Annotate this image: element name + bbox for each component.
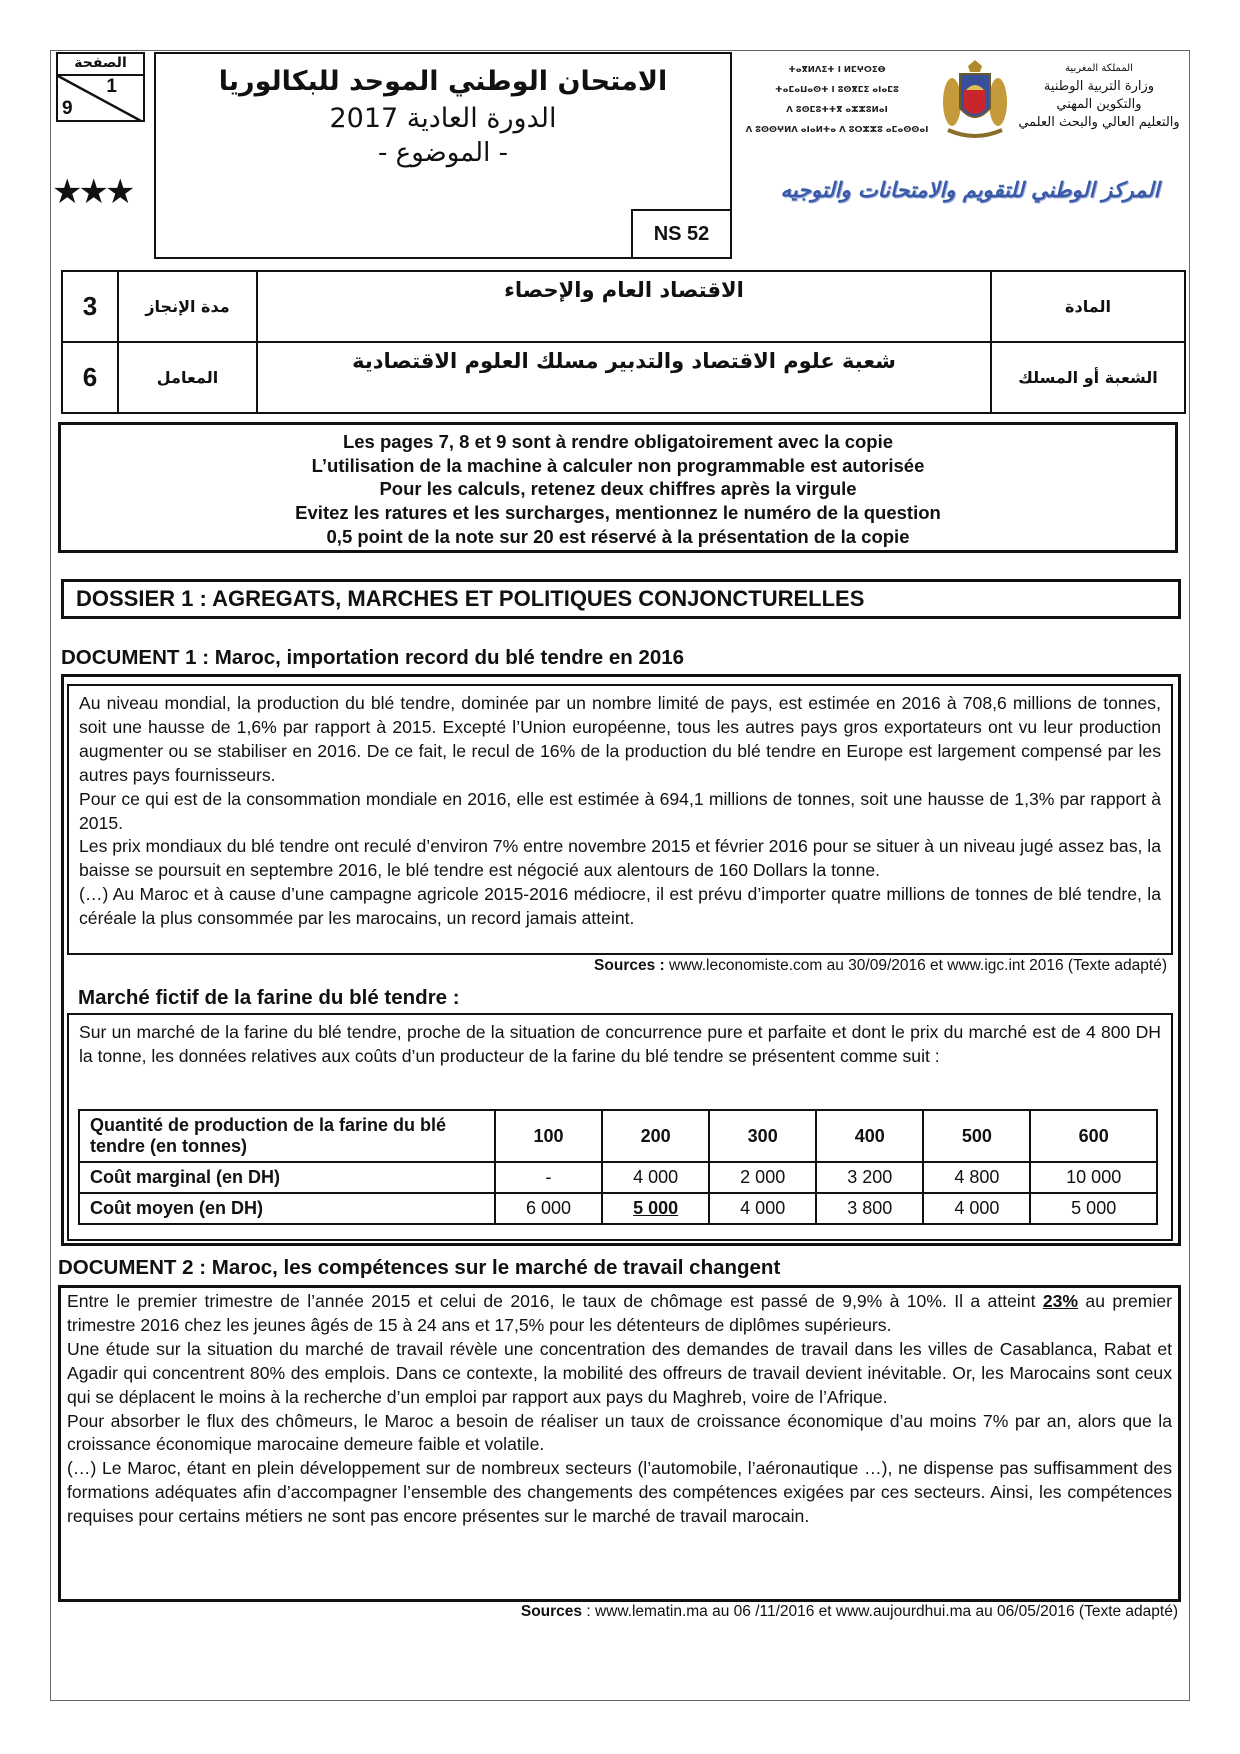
ministry-line: والتعليم العالي والبحث العلمي	[1018, 115, 1180, 130]
document1-title: DOCUMENT 1 : Maroc, importation record du blé tendre en 2016	[61, 646, 685, 669]
document2-title: DOCUMENT 2 : Maroc, les compétences sur le marché de travail changent	[58, 1256, 781, 1279]
tifinagh-line: ⵜⴰⵎⴰⵡⴰⵙⵜ ⵏ ⵓⵙⴳⵎⵉ ⴰⵏⴰⵎⵓ	[775, 85, 899, 95]
average-cost-cell: 4 000	[709, 1193, 816, 1224]
table-row	[79, 1193, 1157, 1224]
marginal-cost-cell: 3 200	[816, 1162, 923, 1193]
paragraph: Une étude sur la situation du marché de travail révèle une concentration des demandes de travail dans les villes de Casablanca, Rabat et Agadir qui concentrent 80% des emplois. Dans ce contexte, la mobilité des offreurs de travail devient inévitable. Or, les Marocains sont ceux qui se déplacent le moins à la recherche d’un emploi par rapport aux pays du Maghreb, voire de l’Afrique.	[67, 1338, 1172, 1407]
instruction-line: Evitez les ratures et les surcharges, mentionnez le numéro de la question	[295, 502, 941, 524]
paragraph: Les prix mondiaux du blé tendre ont reculé d’environ 7% entre novembre 2015 et février 2016 pour se situer à un niveau jugé assez bas, la baisse se poursuit en septembre 2016, le blé tendre est négocié aux alentours de 160 Dollars la tonne.	[79, 836, 1161, 881]
average-cost-cell: 6 000	[495, 1193, 602, 1224]
quantity-header: Quantité de production de la farine du blé tendre (en tonnes)	[79, 1110, 495, 1162]
subject-label: المادة	[991, 271, 1185, 342]
tifinagh-line: ⴷ ⵓⵙⵙⵖⵍⴷ ⴰⵏⴰⵍⵜⴰ ⴷ ⵓⵔⵣⵣⵓ ⴰⵎⴰⵙⵙⴰⵏ	[745, 125, 929, 135]
paragraph: (…) Le Maroc, étant en plein développement sur de nombreux secteurs (l’automobile, l’aéronautique …), ne dispense pas suffisamment des formations adéquates afin d’accompagner l’ensemble des changements des compétences exigées par ces secteurs. Ainsi, les compétences requises pour certains métiers ne sont pas encore présentes sur le marché de travail marocain.	[67, 1458, 1172, 1527]
page-number-box	[56, 52, 145, 122]
sources-text: : www.lematin.ma au 06 /11/2016 et www.aujourdhui.ma au 06/05/2016 (Texte adapté)	[582, 1603, 1178, 1620]
table-row	[62, 342, 1185, 413]
table-row	[62, 271, 1185, 342]
exam-code: NS 52	[631, 209, 732, 259]
cost-table	[78, 1109, 1158, 1225]
ministry-name	[1010, 60, 1188, 132]
instructions-box	[58, 422, 1178, 553]
text-span: au premier trimestre 2016 chez les jeunes âgés de 15 à 24 ans et 17,5% pour les détenteurs de diplômes supérieurs.	[67, 1291, 1172, 1335]
tifinagh-line: ⴷ ⵓⵙⵎⵓⵜⵜⴳ ⴰⵣⵣⵓⵍⴰⵏ	[786, 105, 888, 115]
track-label: الشعبة أو المسلك	[991, 342, 1185, 413]
quantity-cell: 400	[816, 1110, 923, 1162]
marginal-cost-label: Coût marginal (en DH)	[79, 1162, 495, 1193]
paragraph: (…) Au Maroc et à cause d’une campagne agricole 2015-2016 médiocre, il est prévu d’importer quatre millions de tonnes de blé tendre, la céréale la plus consommée par les marocains, un record jamais atteint.	[79, 884, 1161, 929]
quantity-cell: 600	[1030, 1110, 1157, 1162]
marginal-cost-cell: 2 000	[709, 1162, 816, 1193]
quantity-cell: 500	[923, 1110, 1030, 1162]
coefficient-value: 6	[62, 342, 118, 413]
document2-sources	[58, 1603, 1178, 1621]
average-cost-cell: 5 000	[602, 1193, 709, 1224]
document1-sources	[67, 957, 1167, 975]
coefficient-label: المعامل	[118, 342, 257, 413]
instruction-line: Pour les calculs, retenez deux chiffres après la virgule	[379, 478, 857, 500]
ministry-line: والتكوين المهني	[1056, 97, 1142, 112]
exam-session: الدورة العادية 2017	[329, 103, 557, 134]
paragraph: Au niveau mondial, la production du blé tendre, dominée par un nombre limité de pays, est estimée en 2016 à 708,6 millions de tonnes, soit une hausse de 1,6% par rapport à 2015. Excepté l’Union européenne, tous les autres pays gros exportateurs ont vu leur production augmenter ou se stabiliser en 2016. De ce fait, le recul de 16% de la production du blé tendre en Europe est largement compensé par les autres pays fournisseurs.	[79, 693, 1161, 785]
marginal-cost-cell: 4 800	[923, 1162, 1030, 1193]
tifinagh-ministry-name	[742, 60, 932, 140]
tifinagh-line: ⵜⴰⴳⵍⴷⵉⵜ ⵏ ⵍⵎⵖⵔⵉⴱ	[788, 65, 886, 75]
paragraph: Pour absorber le flux des chômeurs, le Maroc a besoin de réaliser un taux de croissance économique d’au moins 7% par an, alors que la croissance économique marocaine demeure faible et volatile.	[67, 1410, 1172, 1455]
table-row	[79, 1110, 1157, 1162]
table-row	[79, 1162, 1157, 1193]
sources-label: Sources	[520, 1603, 583, 1620]
document2-text	[58, 1285, 1181, 1602]
paragraph: Pour ce qui est de la consommation mondiale en 2016, elle est estimée à 694,1 millions de tonnes, soit une hausse de 1,3% par rapport à 2015.	[79, 788, 1161, 833]
difficulty-stars-icon: ★★★	[52, 173, 132, 211]
instruction-line: 0,5 point de la note sur 20 est réservé à la présentation de la copie	[326, 525, 910, 547]
sources-label: Sources :	[594, 957, 665, 974]
subject-value: الاقتصاد العام والإحصاء	[257, 271, 991, 342]
average-cost-cell: 5 000	[1030, 1193, 1157, 1224]
marginal-cost-cell: 10 000	[1030, 1162, 1157, 1193]
marginal-cost-cell: 4 000	[602, 1162, 709, 1193]
subject-heading: - الموضوع -	[378, 138, 508, 168]
average-cost-cell: 4 000	[923, 1193, 1030, 1224]
ministry-line: المملكة المغربية	[1065, 63, 1133, 74]
market-title: Marché fictif de la farine du blé tendre :	[78, 986, 460, 1009]
subject-info-table	[61, 270, 1186, 414]
duration-value: 3	[62, 271, 118, 342]
track-value: شعبة علوم الاقتصاد والتدبير مسلك العلوم الاقتصادية	[257, 342, 991, 413]
average-cost-label: Coût moyen (en DH)	[79, 1193, 495, 1224]
page-current: 1	[106, 76, 117, 97]
quantity-cell: 200	[602, 1110, 709, 1162]
instruction-line: Les pages 7, 8 et 9 sont à rendre obligatoirement avec la copie	[342, 431, 894, 452]
duration-label: مدة الإنجاز	[118, 271, 257, 342]
highlighted-rate: 23%	[1042, 1291, 1079, 1311]
moroccan-coat-of-arms-icon	[940, 60, 1010, 147]
marginal-cost-cell: -	[495, 1162, 602, 1193]
paragraph	[67, 1290, 1172, 1338]
quantity-cell: 100	[495, 1110, 602, 1162]
page-total: 9	[62, 98, 73, 119]
text-span: Entre le premier trimestre de l’année 2015 et celui de 2016, le taux de chômage est passé de 9,9% à 10%. Il a atteint	[67, 1291, 1043, 1311]
ministry-line: وزارة التربية الوطنية	[1043, 79, 1155, 94]
evaluation-center-name: المركز الوطني للتقويم والامتحانات والتوجيه	[780, 178, 1160, 202]
document1-text	[67, 684, 1173, 955]
page-label: الصفحة	[58, 54, 143, 76]
quantity-cell: 300	[709, 1110, 816, 1162]
instruction-line: L’utilisation de la machine à calculer non programmable est autorisée	[311, 454, 925, 476]
sources-text: www.leconomiste.com au 30/09/2016 et www.igc.int 2016 (Texte adapté)	[664, 957, 1167, 974]
market-text: Sur un marché de la farine du blé tendre, proche de la situation de concurrence pure et parfaite et dont le prix du marché est de 4 800 DH la tonne, les données relatives aux coûts d’un producteur de la farine du blé tendre se présentent comme suit :	[79, 1022, 1161, 1066]
exam-title: الامتحان الوطني الموحد للبكالوريا	[218, 66, 668, 97]
dossier-title: DOSSIER 1 : AGREGATS, MARCHES ET POLITIQUES CONJONCTURELLES	[61, 579, 1181, 619]
average-cost-cell: 3 800	[816, 1193, 923, 1224]
